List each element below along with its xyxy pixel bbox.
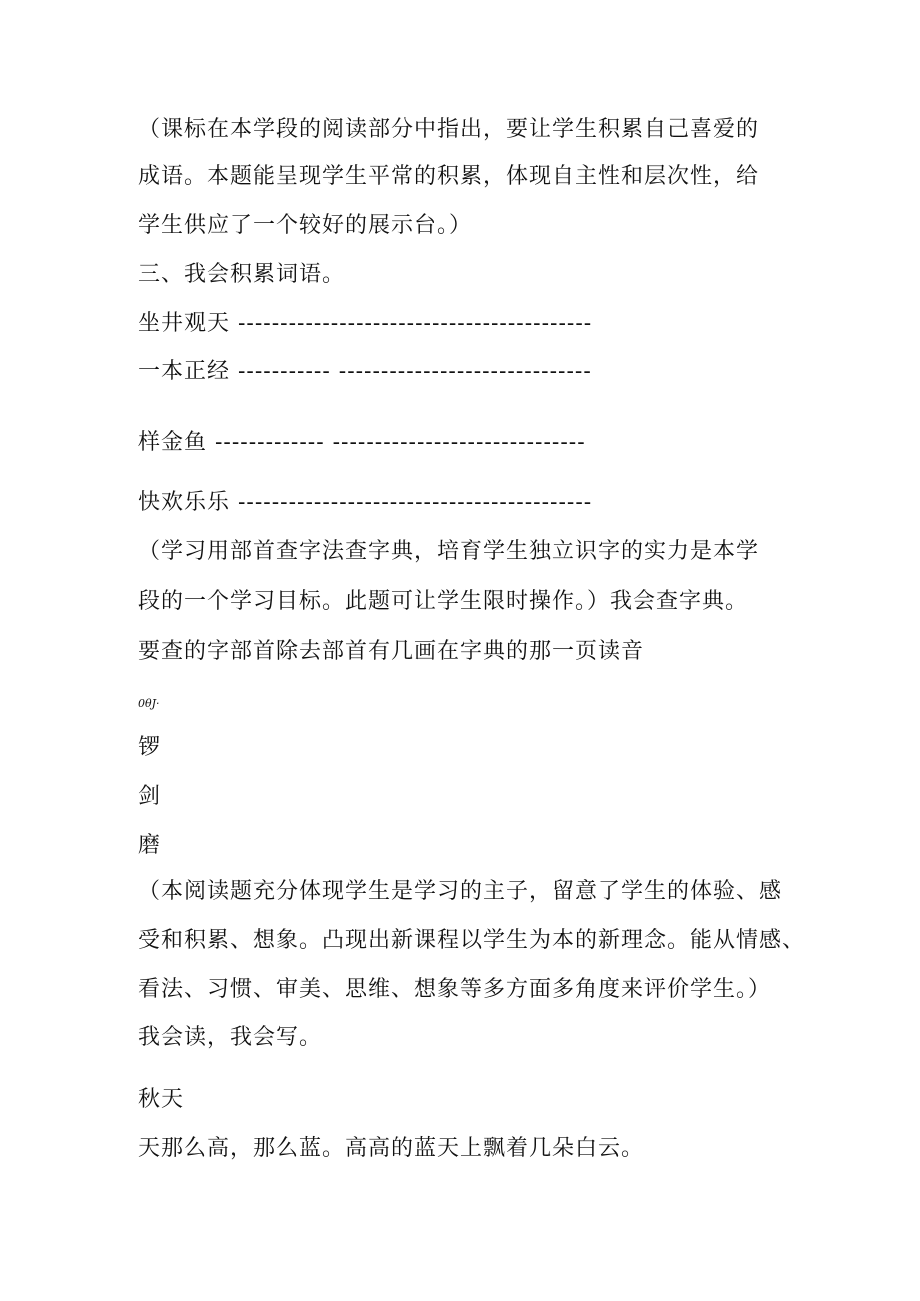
dictionary-table-header: 要查的字部首除去部首有几画在字典的那一页读音: [138, 639, 645, 664]
dictionary-char-2: 剑: [138, 784, 162, 809]
idiom-line-4: 快欢乐乐 ------------------------------------------: [138, 490, 593, 515]
paragraph-1-line-2: 成语。本题能呈现学生平常的积累，体现自主性和层次性，给: [138, 164, 760, 189]
stray-mark: 0θJ·: [138, 697, 160, 710]
dictionary-char-1: 锣: [138, 735, 162, 760]
dictionary-char-3: 磨: [138, 833, 162, 858]
idiom-line-1: 坐井观天 ------------------------------------------: [138, 311, 593, 336]
idiom-line-2: 一本正经 ----------- ------------------------------: [138, 359, 592, 384]
paragraph-2-line-2: 段的一个学习目标。此题可让学生限时操作。）我会查字典。: [138, 589, 749, 614]
paragraph-1-line-1: （课标在本学段的阅读部分中指出，要让学生积累自己喜爱的: [138, 117, 760, 142]
paragraph-3-line-4: 我会读，我会写。: [138, 1025, 323, 1050]
paragraph-1-line-3: 学生供应了一个较好的展示台。）: [138, 213, 473, 238]
paragraph-3-line-2: 受和积累、想象。凸现出新课程以学生为本的新理念。能从情感、: [138, 928, 806, 953]
paragraph-3-line-1: （本阅读题充分体现学生是学习的主子，留意了学生的体验、感: [138, 879, 783, 904]
reading-sentence: 天那么高，那么蓝。高高的蓝天上飘着几朵白云。: [138, 1136, 645, 1161]
section-3-title: 三、我会积累词语。: [138, 262, 346, 287]
paragraph-3-line-3: 看法、习惯、审美、思维、想象等多方面多角度来评价学生。）: [138, 977, 772, 1002]
reading-title: 秋天: [138, 1087, 185, 1112]
paragraph-2-line-1: （学习用部首查字法查字典，培育学生独立识字的实力是本学: [138, 539, 760, 564]
idiom-line-3: 样金鱼 ------------- ------------------------------: [138, 430, 586, 455]
